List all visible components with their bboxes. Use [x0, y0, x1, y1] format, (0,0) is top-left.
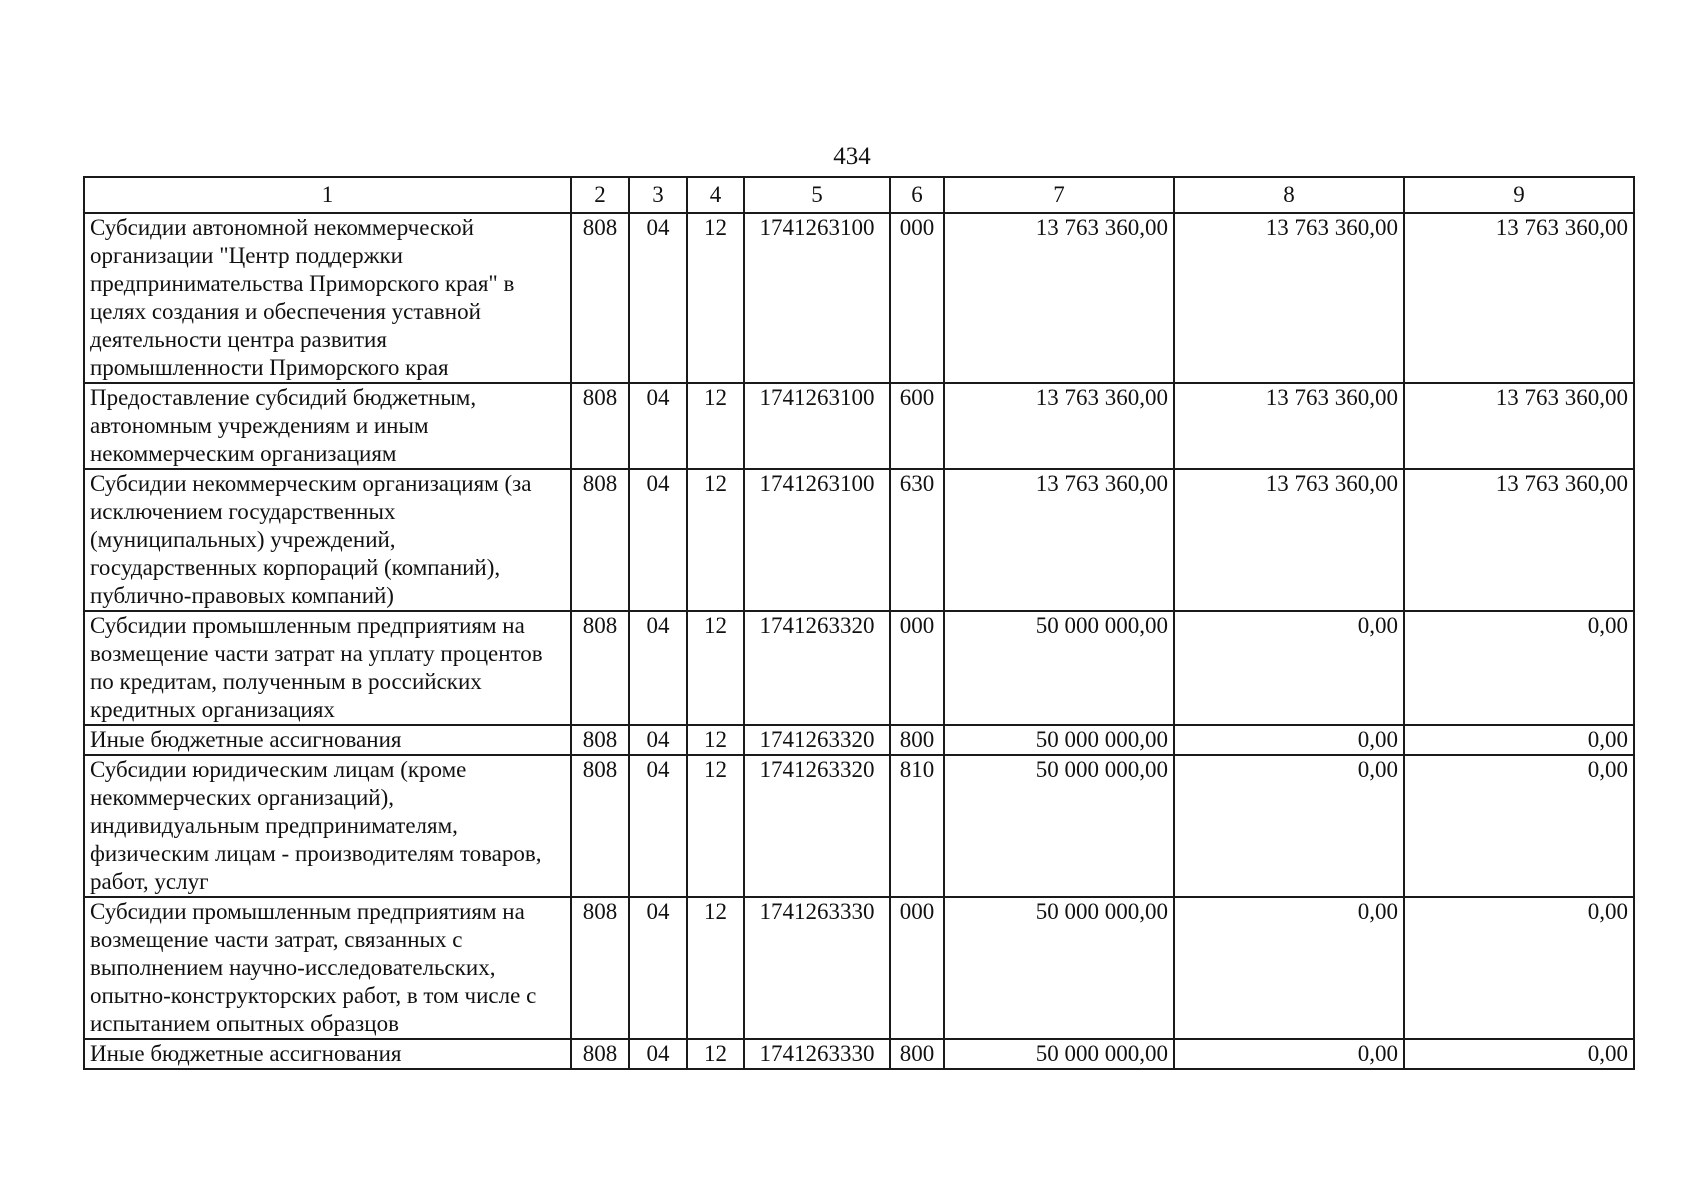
amount-col-9: 0,00	[1404, 755, 1634, 897]
amount-col-8: 0,00	[1174, 897, 1404, 1039]
table-row	[84, 213, 1634, 383]
code-subsection: 12	[687, 469, 744, 611]
code-type: 600	[890, 383, 944, 469]
row-name: Субсидии промышленным предприятиям на возмещение части затрат на уплату процентов по кредитам, полученным в российских кредитных организациях	[84, 611, 571, 725]
code-section: 04	[629, 897, 687, 1039]
table-row	[84, 755, 1634, 897]
amount-col-9: 0,00	[1404, 1039, 1634, 1069]
row-name: Иные бюджетные ассигнования	[84, 725, 571, 755]
amount-col-8: 0,00	[1174, 755, 1404, 897]
code-section: 04	[629, 469, 687, 611]
code-type: 000	[890, 897, 944, 1039]
code-gr: 808	[571, 469, 629, 611]
column-header: 5	[744, 177, 890, 213]
code-subsection: 12	[687, 725, 744, 755]
amount-col-9: 0,00	[1404, 725, 1634, 755]
amount-col-7: 50 000 000,00	[944, 897, 1174, 1039]
code-target: 1741263100	[744, 383, 890, 469]
code-section: 04	[629, 611, 687, 725]
code-gr: 808	[571, 725, 629, 755]
row-name: Субсидии автономной некоммерческой организации "Центр поддержки предпринимательства Приморского края" в целях создания и обеспечения уставной деятельности центра развития промышленности Приморского края	[84, 213, 571, 383]
code-subsection: 12	[687, 611, 744, 725]
amount-col-7: 13 763 360,00	[944, 383, 1174, 469]
code-gr: 808	[571, 611, 629, 725]
row-name: Предоставление субсидий бюджетным, автономным учреждениям и иным некоммерческим организациям	[84, 383, 571, 469]
code-type: 000	[890, 213, 944, 383]
amount-col-8: 0,00	[1174, 725, 1404, 755]
code-subsection: 12	[687, 897, 744, 1039]
row-name: Иные бюджетные ассигнования	[84, 1039, 571, 1069]
code-gr: 808	[571, 383, 629, 469]
column-header: 2	[571, 177, 629, 213]
code-target: 1741263320	[744, 755, 890, 897]
code-gr: 808	[571, 1039, 629, 1069]
row-name: Субсидии некоммерческим организациям (за исключением государственных (муниципальных) учреждений, государственных корпораций (компаний), публично-правовых компаний)	[84, 469, 571, 611]
code-target: 1741263320	[744, 611, 890, 725]
row-name: Субсидии юридическим лицам (кроме некоммерческих организаций), индивидуальным предпринимателям, физическим лицам - производителям товаров, работ, услуг	[84, 755, 571, 897]
column-header: 8	[1174, 177, 1404, 213]
column-header: 7	[944, 177, 1174, 213]
code-gr: 808	[571, 755, 629, 897]
row-name: Субсидии промышленным предприятиям на возмещение части затрат, связанных с выполнением научно-исследовательских, опытно-конструкторских работ, в том числе с испытанием опытных образцов	[84, 897, 571, 1039]
table-row	[84, 897, 1634, 1039]
amount-col-8: 0,00	[1174, 1039, 1404, 1069]
amount-col-7: 50 000 000,00	[944, 725, 1174, 755]
column-header: 4	[687, 177, 744, 213]
column-header: 9	[1404, 177, 1634, 213]
table-row	[84, 469, 1634, 611]
column-header: 3	[629, 177, 687, 213]
code-section: 04	[629, 1039, 687, 1069]
code-gr: 808	[571, 213, 629, 383]
amount-col-9: 13 763 360,00	[1404, 383, 1634, 469]
code-subsection: 12	[687, 383, 744, 469]
code-subsection: 12	[687, 755, 744, 897]
amount-col-7: 50 000 000,00	[944, 755, 1174, 897]
budget-table	[83, 176, 1635, 1070]
code-section: 04	[629, 755, 687, 897]
code-section: 04	[629, 383, 687, 469]
code-gr: 808	[571, 897, 629, 1039]
table-row	[84, 383, 1634, 469]
amount-col-9: 13 763 360,00	[1404, 469, 1634, 611]
column-header: 6	[890, 177, 944, 213]
code-type: 000	[890, 611, 944, 725]
code-subsection: 12	[687, 213, 744, 383]
amount-col-9: 0,00	[1404, 897, 1634, 1039]
column-header: 1	[84, 177, 571, 213]
amount-col-7: 50 000 000,00	[944, 1039, 1174, 1069]
code-section: 04	[629, 725, 687, 755]
amount-col-8: 13 763 360,00	[1174, 383, 1404, 469]
code-target: 1741263100	[744, 469, 890, 611]
amount-col-7: 50 000 000,00	[944, 611, 1174, 725]
code-type: 810	[890, 755, 944, 897]
amount-col-9: 0,00	[1404, 611, 1634, 725]
code-type: 630	[890, 469, 944, 611]
table-row	[84, 611, 1634, 725]
table-header-row	[84, 177, 1634, 213]
amount-col-7: 13 763 360,00	[944, 213, 1174, 383]
table-row	[84, 725, 1634, 755]
table-row	[84, 1039, 1634, 1069]
amount-col-8: 13 763 360,00	[1174, 213, 1404, 383]
code-target: 1741263100	[744, 213, 890, 383]
code-type: 800	[890, 1039, 944, 1069]
code-target: 1741263320	[744, 725, 890, 755]
code-target: 1741263330	[744, 1039, 890, 1069]
amount-col-7: 13 763 360,00	[944, 469, 1174, 611]
code-type: 800	[890, 725, 944, 755]
code-subsection: 12	[687, 1039, 744, 1069]
amount-col-8: 13 763 360,00	[1174, 469, 1404, 611]
amount-col-8: 0,00	[1174, 611, 1404, 725]
code-target: 1741263330	[744, 897, 890, 1039]
amount-col-9: 13 763 360,00	[1404, 213, 1634, 383]
code-section: 04	[629, 213, 687, 383]
page-number: 434	[833, 143, 871, 170]
